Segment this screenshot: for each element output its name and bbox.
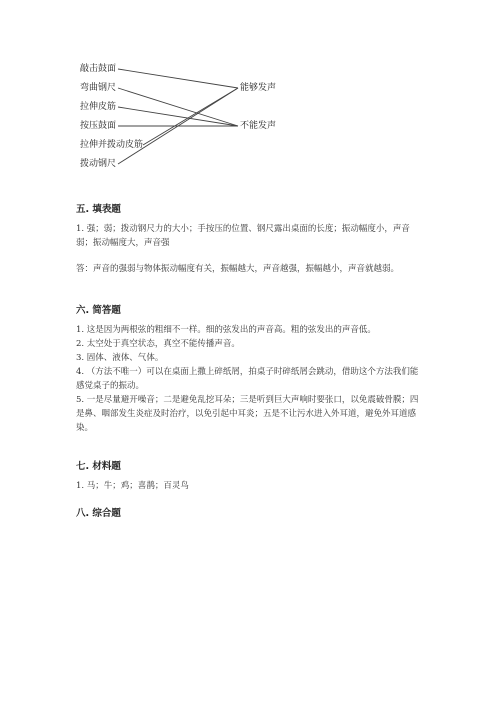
section6-item-3: 3. 固体、液体、气体。 xyxy=(76,353,164,363)
section-title-8: 八. 综合题 xyxy=(76,508,121,519)
section6-list xyxy=(76,323,426,435)
section-title-5: 五. 填表题 xyxy=(76,204,121,215)
section5-answer-text: 答：声音的强弱与物体振动幅度有关，振幅越大，声音越强，振幅越小，声音就越弱。 xyxy=(76,264,400,274)
right-item-1: 能够发声 xyxy=(240,83,277,93)
section-title-7: 七. 材料题 xyxy=(76,461,121,472)
section-title-6: 六. 简答题 xyxy=(76,305,121,316)
match-line-2 xyxy=(118,88,238,126)
left-item-4: 按压鼓面 xyxy=(80,121,117,131)
section5-q1 xyxy=(76,222,426,250)
left-item-3: 拉伸皮筋 xyxy=(80,102,117,112)
left-item-2: 弯曲钢尺 xyxy=(80,83,117,93)
match-line-3 xyxy=(118,107,238,126)
section6-item-2: 2. 太空处于真空状态，真空不能传播声音。 xyxy=(76,339,240,349)
section6-item-5: 5. 一是尽量避开噪音；二是避免乱挖耳朵；三是听到巨大声响时要张口，以免震破骨膜；四是鼻、咽部发生炎症及时治疗，以免引起中耳炎；五是不让污水进入外耳道，避免外耳道感染。 xyxy=(76,395,419,433)
left-item-6: 拨动钢尺 xyxy=(80,159,117,169)
section6-item-4: 4. （方法不唯一）可以在桌面上撒上碎纸屑，拍桌子时碎纸屑会跳动，借助这个方法我们能感觉桌子的振动。 xyxy=(76,367,419,391)
matching-diagram xyxy=(0,0,500,185)
left-item-5: 拉伸并拨动皮筋 xyxy=(80,140,144,150)
section5-answer xyxy=(76,262,426,276)
section7-q1-text: 1. 马；牛；鸡；喜鹊；百灵鸟 xyxy=(76,481,189,491)
left-item-1: 敲击鼓面 xyxy=(80,64,117,74)
section7-q1 xyxy=(76,479,426,493)
section5-q1-text: 1. 强；弱；拨动钢尺力的大小；手按压的位置、钢尺露出桌面的长度；振动幅度小，声音弱；振动幅度大，声音强 xyxy=(76,224,410,248)
section6-item-1: 1. 这是因为两根弦的粗细不一样。细的弦发出的声音高。粗的弦发出的声音低。 xyxy=(76,325,376,335)
right-item-2: 不能发声 xyxy=(240,121,277,131)
match-line-1 xyxy=(118,69,238,88)
